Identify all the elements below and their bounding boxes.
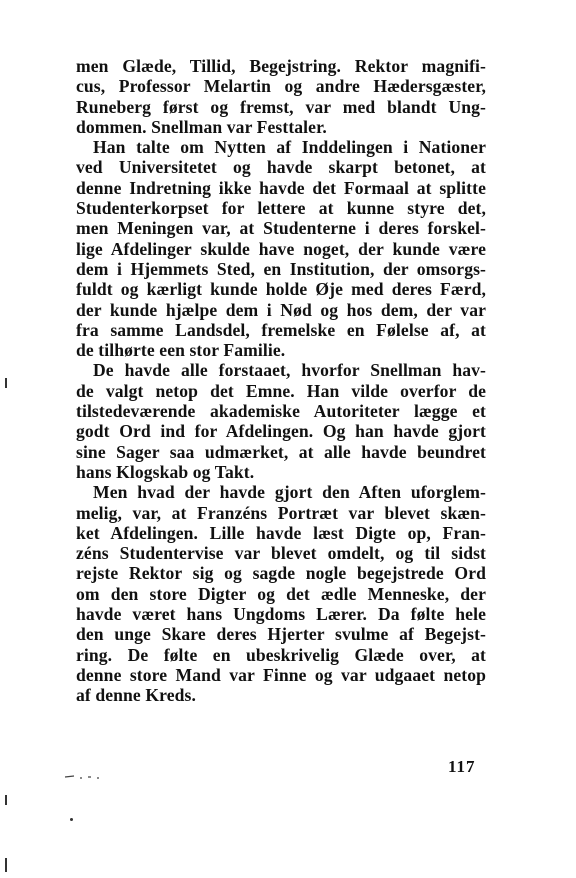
text-line: fuldt og kærligt kunde holde Øje med deres Færd, bbox=[76, 279, 486, 300]
paragraph-start-line: Men hvad der havde gjort den Aften uforglem- bbox=[93, 482, 486, 503]
text-line: Runeberg først og fremst, var med blandt Ung- bbox=[76, 96, 486, 117]
text-line: de tilhørte een stor Familie. bbox=[76, 340, 286, 361]
text-line: denne Indretning ikke havde det Formaal at splitte bbox=[76, 177, 486, 198]
text-line: den unge Skare deres Hjerter svulme af Begejst- bbox=[76, 624, 486, 645]
scan-mark bbox=[5, 858, 7, 872]
text-line: denne store Mand var Finne og var udgaaet netop bbox=[76, 664, 486, 685]
text-line: de valgt netop det Emne. Han vilde overfor de bbox=[76, 380, 486, 401]
text-line: tilstedeværende akademiske Autoriteter lægge et bbox=[76, 401, 486, 422]
text-line: melig, var, at Franzéns Portræt var blevet skæn- bbox=[76, 502, 486, 523]
text-line: zéns Studentervise var blevet omdelt, og til sidst bbox=[76, 543, 486, 564]
text-line: der kunde hjælpe dem i Nød og hos dem, der var bbox=[76, 299, 486, 320]
text-line: fra samme Landsdel, fremelske en Følelse af, at bbox=[76, 319, 486, 340]
body-text bbox=[76, 56, 486, 706]
text-line: ket Afdelingen. Lille havde læst Digte op, Fran- bbox=[76, 522, 486, 543]
scan-mark bbox=[5, 795, 7, 805]
text-line: dem i Hjemmets Sted, en Institution, der omsorgs- bbox=[76, 258, 486, 279]
text-line: ved Universitetet og havde skarpt betonet, at bbox=[76, 157, 486, 178]
text-line: hans Klogskab og Takt. bbox=[76, 461, 255, 482]
text-line: dommen. Snellman var Festtaler. bbox=[76, 116, 327, 137]
paragraph-start-line: De havde alle forstaaet, hvorfor Snellman hav- bbox=[93, 360, 486, 381]
text-line: cus, Professor Melartin og andre Hædersgæster, bbox=[76, 76, 486, 97]
text-line: men Glæde, Tillid, Begejstring. Rektor magnifi- bbox=[76, 56, 486, 76]
ink-smudge bbox=[64, 772, 114, 780]
text-line: lige Afdelinger skulde have noget, der kunde være bbox=[76, 238, 486, 259]
scan-mark bbox=[70, 818, 73, 821]
text-line: havde været hans Ungdoms Lærer. Da følte hele bbox=[76, 604, 486, 625]
paragraph-start-line: Han talte om Nytten af Inddelingen i Nationer bbox=[93, 137, 486, 158]
text-line: om den store Digter og det ædle Menneske, der bbox=[76, 583, 486, 604]
page-number: 117 bbox=[448, 757, 476, 776]
text-line: af denne Kreds. bbox=[76, 685, 196, 706]
text-line: men Meningen var, at Studenterne i deres forskel- bbox=[76, 218, 486, 239]
text-line: Studenterkorpset for lettere at kunne styre det, bbox=[76, 198, 486, 219]
text-line: godt Ord ind for Afdelingen. Og han havde gjort bbox=[76, 421, 486, 442]
scan-mark bbox=[5, 378, 7, 388]
text-line: ring. De følte en ubeskrivelig Glæde over, at bbox=[76, 644, 486, 665]
text-line: rejste Rektor sig og sagde nogle begejstrede Ord bbox=[76, 563, 486, 584]
text-line: sine Sager saa udmærket, at alle havde beundret bbox=[76, 441, 486, 462]
